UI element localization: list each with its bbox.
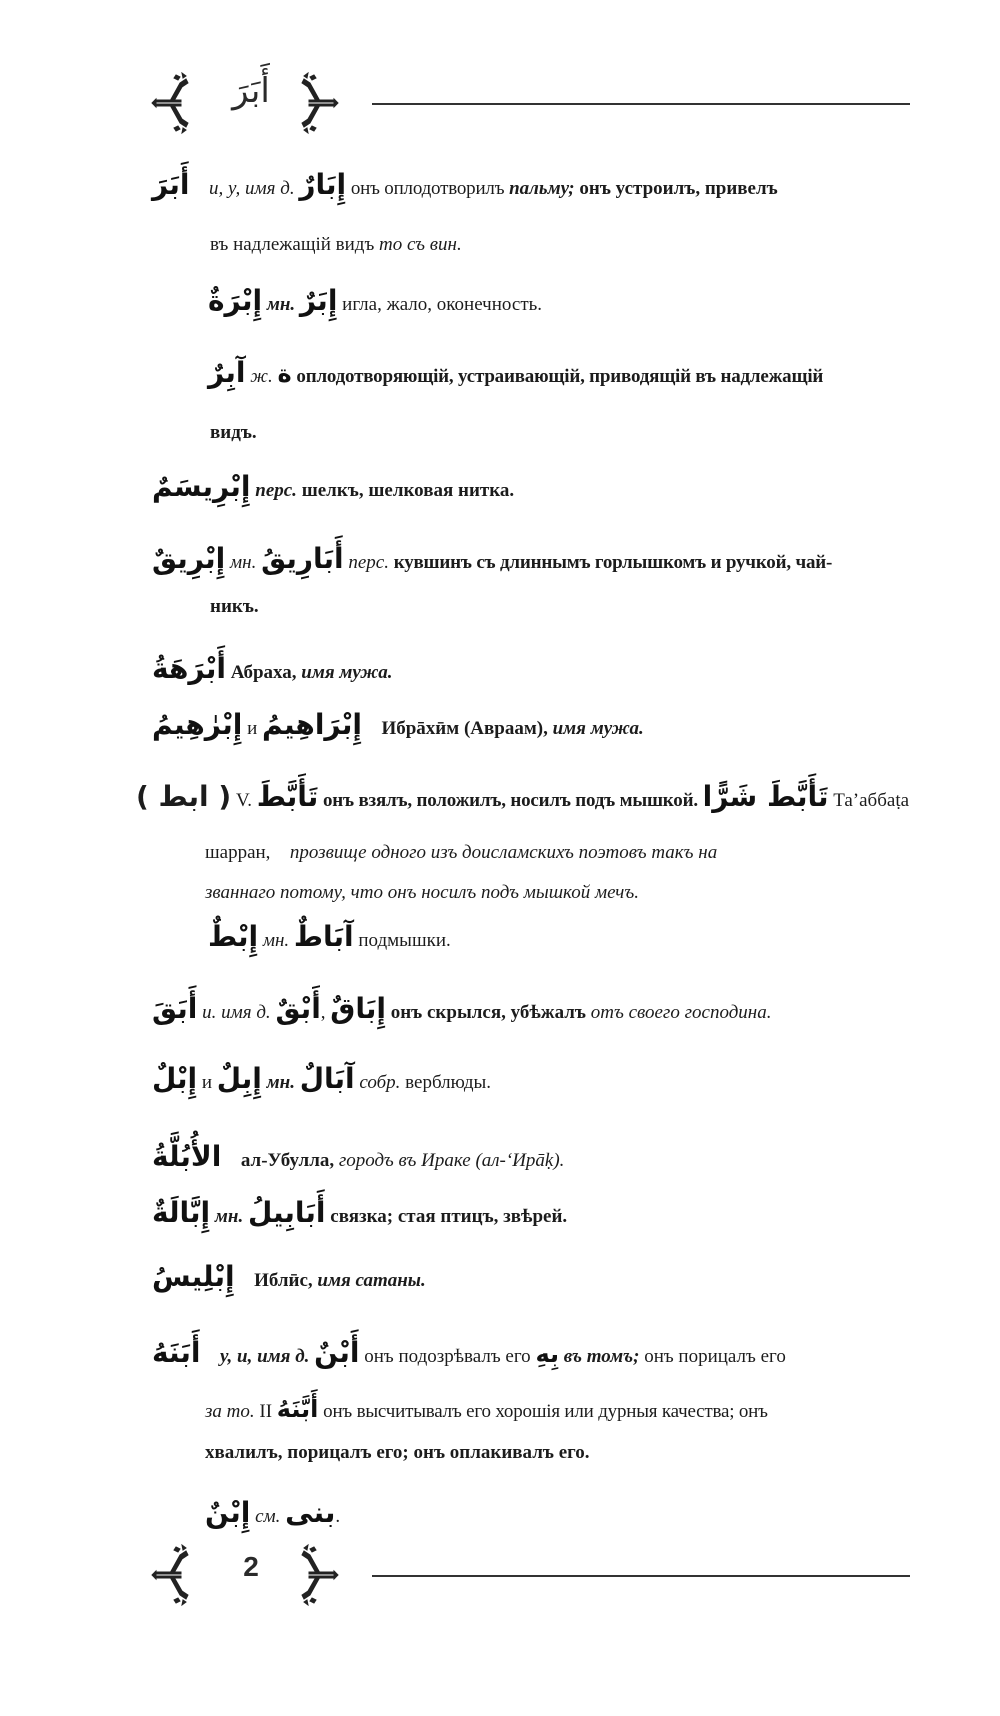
- entry-line: [152, 652, 393, 686]
- headword: أَبَرَ: [152, 168, 190, 201]
- definition-italic: имя мужа.: [552, 718, 644, 739]
- fleuron-ornament-icon: [150, 1543, 192, 1607]
- verbal-noun: أَبْنٌ: [314, 1336, 360, 1369]
- header-title: أَبَرَ: [232, 71, 270, 111]
- definition: связка; стая птицъ, звѣрей.: [330, 1206, 568, 1227]
- grammar-note: перс.: [348, 552, 389, 573]
- punctuation: .: [335, 1506, 341, 1527]
- usage-note: то съ вин.: [379, 234, 462, 255]
- definition: онъ порицалъ его: [644, 1346, 786, 1367]
- entry-line: [210, 232, 462, 258]
- grammar-note: ж.: [250, 366, 273, 387]
- grammar-note: мн.: [266, 294, 296, 315]
- entry-line: [205, 880, 639, 906]
- entry-line: [152, 542, 833, 576]
- phrase: تَأَبَّطَ شَرًّا: [702, 780, 829, 813]
- verb: أَبَّنَهُ: [276, 1395, 319, 1423]
- definition: онъ устроилъ, привелъ: [579, 178, 778, 199]
- entry-line: [152, 470, 515, 504]
- headword: أَبَنَهُ: [152, 1336, 201, 1369]
- headword: إِبْرَةٌ: [208, 284, 263, 317]
- entry-line: [205, 1396, 768, 1425]
- fleuron-ornament-icon: [150, 71, 192, 135]
- headword: إِبْرٰهِيمُ: [152, 708, 243, 741]
- usage-note: за то.: [205, 1401, 255, 1422]
- definition: ал-Убулла,: [240, 1150, 335, 1171]
- header-rule: [372, 103, 910, 105]
- verbal-noun: إِبَاقٌ: [330, 992, 386, 1025]
- grammar-note: и. имя д.: [202, 1002, 271, 1023]
- entry-line: [208, 920, 451, 954]
- entry-line: [152, 1336, 786, 1370]
- definition: Ибрāхӣм (Авраам),: [381, 718, 548, 739]
- entry-line: [152, 708, 644, 742]
- separator: ,: [320, 1002, 326, 1023]
- grammar-note: у, и, имя д.: [220, 1346, 310, 1367]
- root-label: ( ابط ): [136, 780, 232, 813]
- definition: оплодотворяющій, устраивающій, приводящій въ надлежащій: [296, 366, 824, 387]
- definition: игла, жало, оконечность.: [342, 294, 543, 315]
- headword: إِبْلِيسُ: [152, 1260, 235, 1293]
- plural: أَبَارِيقُ: [261, 542, 344, 575]
- headword: أَبْرَهَةُ: [152, 652, 226, 685]
- entry-line: [205, 1496, 341, 1530]
- variant: إِبْرَاهِيمُ: [262, 708, 362, 741]
- page-number: 2: [243, 1551, 259, 1582]
- entry-line: [210, 594, 259, 620]
- definition-italic: прозвище одного изъ доисламскихъ поэтовъ такъ на: [289, 842, 718, 863]
- footer-rule: [372, 1575, 910, 1577]
- entry-line: [152, 1140, 565, 1174]
- entry-line: [152, 1062, 492, 1096]
- entry-line: [136, 780, 910, 814]
- definition: въ надлежащій видъ: [210, 234, 375, 255]
- definition: онъ скрылся, убѣжалъ: [390, 1002, 586, 1023]
- fleuron-ornament-icon: [298, 71, 340, 135]
- entry-line: [152, 168, 778, 202]
- preposition: بِهِ: [535, 1340, 560, 1368]
- grammar-note: мн.: [262, 930, 290, 951]
- definition-italic: имя мужа.: [301, 662, 393, 683]
- entry-line: [152, 1260, 426, 1294]
- headword: أَبَقَ: [152, 992, 198, 1025]
- headword: الأُبُلَّةُ: [152, 1140, 222, 1173]
- headword: إِبْطٌ: [208, 920, 259, 953]
- plural: آبَاطٌ: [293, 920, 354, 953]
- plural: إِبَرٌ: [299, 284, 338, 317]
- entry-line: [208, 356, 824, 390]
- fleuron-ornament-icon: [298, 1543, 340, 1607]
- grammar-note: мн.: [266, 1072, 295, 1093]
- grammar-note: мн.: [214, 1206, 244, 1227]
- definition-italic: городъ въ Ираке (ал-ʻИрāḳ).: [338, 1150, 565, 1171]
- verb: تَأَبَّطَ: [256, 780, 319, 813]
- transliteration: шарран,: [205, 842, 271, 863]
- feminine-marker: ة: [277, 360, 292, 388]
- entry-line: [205, 1440, 590, 1466]
- plural: أَبَابِيلُ: [247, 1196, 326, 1229]
- definition: онъ высчитывалъ его хорошія или дурныя качества; онъ: [323, 1401, 768, 1422]
- definition: шелкъ, шелковая нитка.: [301, 480, 515, 501]
- headword: إِبَّالَةٌ: [152, 1196, 211, 1229]
- page-footer: [150, 1535, 910, 1615]
- entry-line: [210, 420, 257, 446]
- plural: آبَالٌ: [299, 1062, 355, 1095]
- conjunction: и: [247, 718, 258, 739]
- definition: хвалилъ, порицалъ его; онъ оплакивалъ его.: [205, 1442, 590, 1463]
- conjunction: и: [201, 1072, 213, 1093]
- definition-italic: званнаго потому, что онъ носилъ подъ мышкой мечъ.: [205, 882, 639, 903]
- definition: Иблӣс,: [254, 1270, 313, 1291]
- headword: آبِرٌ: [208, 356, 246, 389]
- definition: онъ взялъ, положилъ, носилъ подъ мышкой.: [323, 790, 698, 811]
- grammar-note: мн.: [230, 552, 257, 573]
- headword: إِبْلٌ: [152, 1062, 198, 1095]
- grammar-note: собр.: [359, 1072, 401, 1093]
- definition: видъ.: [210, 422, 257, 443]
- headword: إِبْرِيقٌ: [152, 542, 226, 575]
- definition: верблюды.: [405, 1072, 492, 1093]
- definition-italic: имя сатаны.: [317, 1270, 426, 1291]
- variant: إِبِلٌ: [216, 1062, 262, 1095]
- verb-form: II: [259, 1401, 273, 1422]
- definition-italic: отъ своего господина.: [590, 1002, 772, 1023]
- grammar-note: см.: [255, 1506, 281, 1527]
- grammar-note: и, у, имя д.: [209, 178, 295, 199]
- entry-line: [152, 1196, 568, 1230]
- definition: подмышки.: [358, 930, 451, 951]
- definition-italic: въ томъ;: [563, 1346, 640, 1367]
- verbal-noun: أَبْقٌ: [275, 992, 321, 1025]
- entry-line: [152, 992, 772, 1026]
- headword: إِبْرِيسَمٌ: [152, 470, 251, 503]
- definition: онъ оплодотворилъ: [350, 178, 505, 199]
- verbal-noun: إِبَارٌ: [299, 168, 347, 201]
- entry-line: [205, 840, 717, 866]
- grammar-note: перс.: [255, 480, 297, 501]
- transliteration: Таʼаббаṭа: [833, 790, 910, 811]
- headword: إِبْنٌ: [205, 1496, 251, 1529]
- definition: никъ.: [210, 596, 259, 617]
- page-header: [150, 63, 910, 143]
- verb-form: V.: [235, 790, 252, 811]
- definition-italic: пальму;: [509, 178, 575, 199]
- entry-line: [208, 284, 543, 318]
- definition: Абраха,: [230, 662, 297, 683]
- definition: онъ подозрѣвалъ его: [364, 1346, 531, 1367]
- cross-reference: بنى: [285, 1496, 336, 1529]
- definition: кувшинъ съ длиннымъ горлышкомъ и ручкой, чай-: [393, 552, 833, 573]
